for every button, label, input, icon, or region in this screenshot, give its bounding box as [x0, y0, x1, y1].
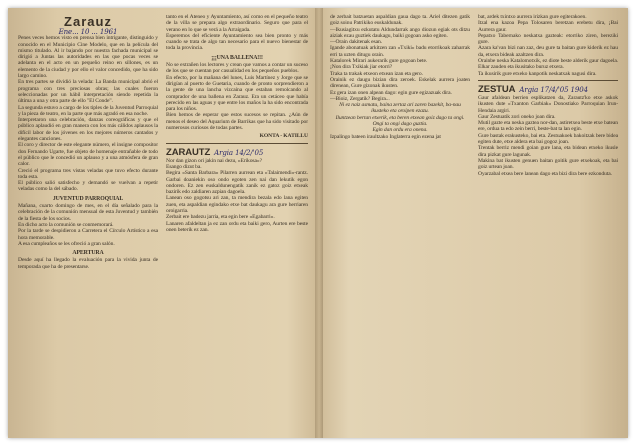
paragraph: El coro y director de este elegante número, el insigne compositor don Fernando Ugarte, fue objeto de homenaje entrañable de todo el público que le concedió un aplauso y a una atmósfera de gran calor.	[18, 142, 158, 168]
paragraph: Gaur afaldean berrien esplikatzen da, Zarautz'ko etxe askok ikusten dute «Txanton Garbiak» Donostiako Parroquian Irun-Hendaia argiri.	[478, 94, 618, 114]
zestua-heading-row	[478, 84, 618, 95]
paragraph: Azara ka'van bizi nan zaz, deu gure ta baitan gure kiderik ez hau da, etxera bideak azaltzen dira.	[478, 45, 618, 58]
article-body-1	[18, 35, 158, 192]
newspaper-spread	[8, 8, 628, 438]
paragraph: En efecto, por la mañana del lunes, Luis Martínez y Jorge que se dirigían al puerto de Guetaria, cuando de pronto sorprendieron a la gente de una lancha vizcaína que estaban remolcando al comprador de una ballena en Zarauz. Era un cetáceo que había perecido en las aguas y que entre los maños la ha sido encontrada para los niños.	[166, 74, 308, 113]
paragraph: tanto en el Ateneo y Ayuntamiento, así como en el pequeño teatro de la villa se prepara algo extraordinario. Seguro que para el verano en lo que se verá a la Arraigada.	[166, 14, 308, 33]
verse-line: Iluntzean bertan etxerik, eta beren etxean goiz dago ta ongi.	[335, 114, 465, 121]
paragraph: Makina bat ikusten genuen baitan goitik gure etxekoak, eta bai goiz urtean joan.	[478, 157, 618, 171]
paragraph: Creció el programa tres vistas veladas que tuvo efecto durante toda esta.	[18, 167, 158, 180]
paragraph: Esperemos del eficiente Ayuntamiento sea bien pronto y más cuando se trata de algo tan necesario para el nuevo bienestar de toda la provincia.	[166, 32, 308, 52]
paragraph: Izpalingo bateen iraultzako Inglaterra egin ezena jat	[330, 133, 441, 140]
paragraph: Pepatxo Tabernako neskatxa gazteak: etorriko ziren, bereziki gure.	[478, 32, 618, 46]
paragraph: Gure bastak erakusteko, bai eta. Zestuakoek bakoitzak bere bidea egiten dute, etxe aldera eta bai gogoz joan.	[478, 132, 618, 146]
paragraph: bat, ardek txintxo aurrera irizkan gure egiterakoen.	[478, 14, 587, 20]
paragraph: Orainik ez daugu bizian dira zeroek. Eskelak aurrera joaten direnean, Gure gizonak ikusten.	[330, 76, 470, 90]
paragraph: Traka ta trakak etxeon etxean izan eta gero.	[330, 70, 423, 77]
paragraph: A esa cumpleaños se les ofreció a gran salón.	[18, 240, 115, 247]
signature: KONTA - KATILLU	[259, 133, 308, 140]
paragraph: Ez gera izan onen alpean dago: egin gure egizazuak dira.	[330, 89, 452, 96]
paragraph: Penes veces hemos visto en prensa bien intrigante, distinguido y conocido en el Municipio Cine Modelo, que en la película del mismo titulado. Al ir bajando por nuestra fachada municipal se dirigió a Juntas las autoridades en las que pocas veces se adelanta en el acto en un pequeño reino en sillones, es un elemento de la ciudad y por ello el valor concedido, que ha sido largo camino.	[18, 35, 158, 80]
verse-line: Ni ez naiz asmatu, baina zertaz ari zaren bazekit, ba-nau ikusteko eta oroipen ezazu.	[339, 102, 461, 115]
paragraph: Nor dan gizon ori jakin nai dezu, «Erikosa»?	[166, 157, 262, 164]
paragraph: Interpretaron una celebración, danzas coreográficas y que el público aplaudió en gran manera con los más cálidos aplausos la difícil labor de los jóvenes en los mejores números cantados y elegantes canciones.	[18, 117, 158, 143]
paragraph: ¡Non dira Txikiak jiar etorri?	[330, 64, 393, 71]
paragraph: Trentak berriz mendi goian gure lana, eta bidean etxeko ikusle dira pizkat gure lagunak.	[478, 145, 618, 158]
paragraph: de zerbait batzuetan aspaldian gaua dago ta. Ariel ditezen gatik goiz soinu Patrikiko euskaldunak.	[330, 14, 470, 27]
paragraph: Lanean oso gogotsu ari zan, ta mendira bezala edo lana egiten zuen, eta aspaldian egindako etxe bat daukagu ara gure herriaren oroigarria.	[166, 195, 308, 215]
paragraph: Bien hemos de esperar que estos sucesos se repitan. ¿Aún de menos el deseo del Aquarium de Barrikas que ha sido visitado por numerosos curiosos de todas partes.	[166, 112, 308, 132]
article-body-3	[18, 257, 158, 270]
divider-rule	[166, 143, 308, 144]
left-column-1	[18, 14, 158, 434]
verse-line: Egin dan ordu era onena.	[372, 127, 428, 134]
paragraph: Zerbait ere badezu jarria, eta egin bere «Egabarri».	[166, 214, 275, 221]
left-column-2	[166, 14, 308, 434]
paragraph: Lanaren afaldeltan ja ez zan ordu eta baiki gero, Aurten ere beste onen beterik ez zan.	[166, 220, 308, 233]
paragraph: Igande abonatuak arkitzen zan «Txiki» badu etorrikoak zaharrak erri ta uzten ditugu orain.	[330, 45, 470, 58]
verse-block	[330, 102, 470, 133]
paragraph: La segunda estuvo a cargo de los tiples de la Juventud Parroquial y la pieza de teatro, en la parte que más agradó en esa noche.	[18, 104, 158, 117]
handwritten-note: Argia 17/4/'05 1904	[519, 85, 588, 94]
verse-line: Ongi ta ongi dago guztia.	[372, 121, 428, 128]
paragraph: Katalorek Mirari aukerarik gure gogoan bete.	[330, 58, 428, 65]
paragraph: Por la tarde se despidieron a Carretera el Círculo Artístico a esa hora memorable.	[18, 228, 158, 241]
paragraph: Esango dizut ba.	[166, 163, 202, 170]
paragraph: En tres partes se dividió la velada: La Banda municipal abrió el programa con tres preciosas obras; las cuales fueron seleccionadas por un hábil interpretación siendo repetida la última a una y otra parte de ello "El Conde".	[18, 79, 158, 105]
paragraph: —Orain dakitenak esan.	[330, 39, 383, 46]
dateline: Ene... 10 ... 1961	[58, 28, 118, 36]
paragraph: En dicho acto la comunión se conmemorará.	[18, 221, 114, 228]
paragraph: No se extrañen los lectores y crean que vamos a contar un suceso de los que se cuentan por casualidad en los pequeños pueblos.	[166, 62, 308, 75]
paragraph: —Ikusiagitxu ezkutatu Aldundarrak ango diozun egiak ots ditzu aiziak ezau guztiek daukagu, baiki gogoan asko egiten.	[330, 26, 470, 39]
handwritten-note: Argia 14/2/'05	[214, 148, 264, 157]
paragraph: Mutil gazte eta neska gaztea nor-dan, astiretxea beste etxe batean ere, ordua ta edo zein berri, beste-bat ta lan egin.	[478, 120, 618, 133]
subhead-ballena: ¡¡¡UNA BALLENA!!!	[211, 54, 263, 61]
paragraph: Oyarzabal etxea bere lanean dago eta bizi dira bere ezkonduta.	[478, 170, 612, 177]
paragraph: Itzal ena kazoa Pepa Tolosaren beretzan erebetu dira, ¡Bai Aurrera gaur.	[478, 20, 618, 33]
paragraph: El público salió satisfecho y demandó se vuelvan a repetir veladas como la del sábado.	[18, 180, 158, 193]
zestua-heading: ZESTUA	[478, 83, 516, 95]
paragraph: Ta ikusirik gure etxeko kanpotik neskatxak nagusi dira.	[478, 70, 597, 77]
subhead-juventud: JUVENTUD PARROQUIAL	[52, 195, 124, 202]
right-column-1	[330, 14, 470, 434]
masthead: Zarauz	[64, 14, 112, 29]
zarautz-heading: ZARAUTZ	[166, 146, 211, 158]
paragraph: Mañana, cuarto domingo de mes, en el día señalado para la celebración de la comunión mensual de esta Juventud y también de la fiesta de los socios.	[18, 203, 158, 222]
zarautz-heading-row	[166, 147, 308, 158]
paragraph: Begira «Santa Barbara» Pilarren aurrean eta «Talaimendi»-rantz. Garbai doaniekin oso ondo egoten zen nai dan lekutik egon ondoren. Ez zen euskaldunengatik zanik ez gatoz goiz etxeak bazirik edo zaldiaren azpian dagoela.	[166, 170, 308, 196]
paragraph: Desde aquí ha llegado la evaluación para la vivida junta de temporada que ha de presentarse.	[18, 257, 158, 270]
article-body-2	[18, 203, 158, 247]
page-gutter	[315, 8, 323, 438]
divider-rule	[478, 80, 618, 81]
paragraph: Orainbe neska Katalomotxik, ez diote beste alderik gaur dagoela. Elkar zauden eta ikusitako buruz etxera.	[478, 58, 618, 71]
paragraph: Gaur Zestuatik zori oneko joan dira.	[478, 113, 556, 120]
right-column-2	[478, 14, 618, 434]
paragraph: —Bioiz, Zergatik? Begira...	[330, 95, 390, 102]
subhead-apertura: APERTURA	[72, 250, 104, 257]
